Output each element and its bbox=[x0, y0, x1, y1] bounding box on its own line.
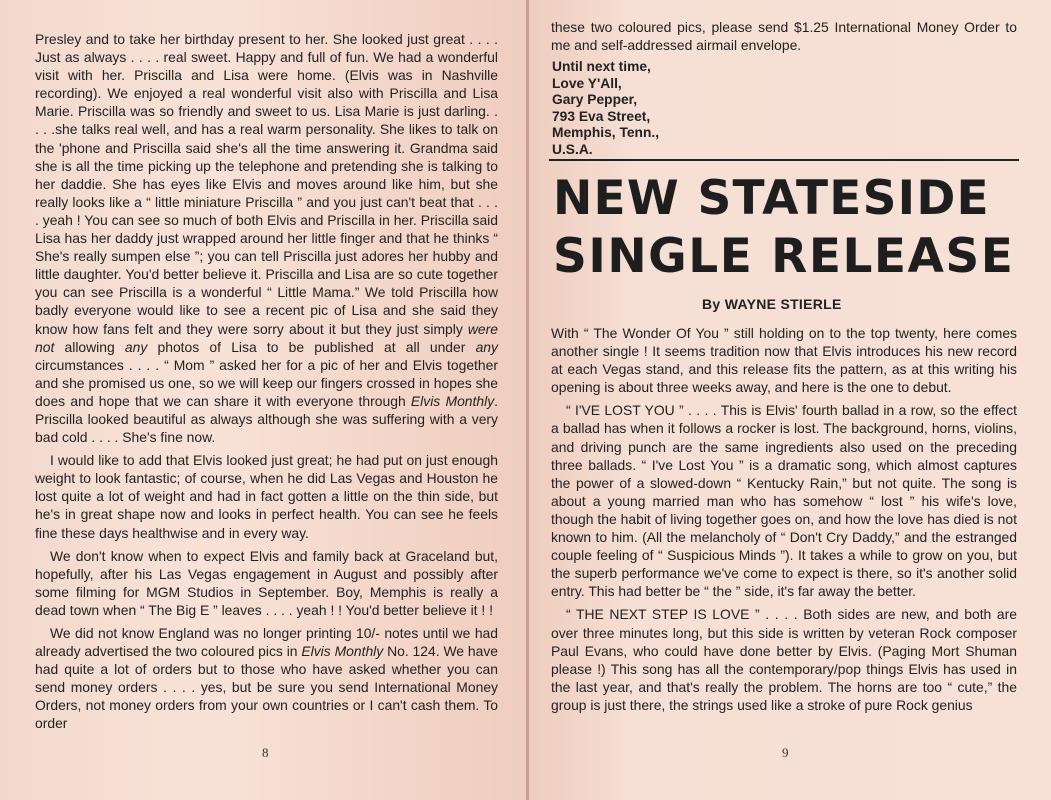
text-run: We did not know England was no longer printing 10/- notes until we had already advertised the two coloured pics in bbox=[35, 625, 498, 660]
italic-run: were not bbox=[35, 320, 498, 355]
text-run: “ I'VE LOST YOU ” . . . . This is Elvis' fourth ballad in a row, so the effect a ballad has when it follows a rocker is lost. The background, horns, violins, and driving punch are the same ingredients also used on the preceding three ballads. “ I've Lost You ” is a dramatic song, which almost captures the power of a slowed-down “ Kentucky Rain,” but not quite. The song is about a young married man who has somehow “ lost ” his wife's love, though the habit of living together goes on, and how the love has died is not known to him. (All the melancholy of “ Don't Cry Daddy,” and the estranged couple feeling of “ Suspicious Minds ”). It takes a while to grow on you, but the superb performance we've come to expect is there, so it's another solid entry. This had better be “ the ” side, it's far away the better. bbox=[551, 402, 1017, 600]
continued-text: these two coloured pics, please send $1.25 International Money Order to me and self-addressed airmail envelope. bbox=[551, 19, 1017, 54]
italic-run: any bbox=[475, 338, 498, 355]
byline-prefix: By bbox=[702, 296, 721, 312]
signoff-line: Love Y'All, bbox=[552, 75, 622, 91]
article-paragraph bbox=[551, 605, 1017, 714]
left-paragraph bbox=[35, 30, 498, 446]
page-number-left: 8 bbox=[262, 745, 269, 760]
signoff-line: Memphis, Tenn., bbox=[552, 125, 660, 141]
page-number-right: 9 bbox=[782, 745, 789, 760]
italic-run: any bbox=[124, 338, 148, 355]
text-run: circumstances . . . . “ Mom ” asked her for a pic of her and Elvis together and she promised us one, so we will keep our fingers crossed in hopes she does and hope that we can share it with everyone through bbox=[35, 356, 498, 409]
left-paragraph bbox=[35, 451, 498, 541]
right-article-column bbox=[551, 324, 1017, 719]
text-run: “ THE NEXT STEP IS LOVE ” . . . . Both sides are new, and both are over three minutes long, but this side is written by veteran Rock composer Paul Evans, who could have done better by Elvis. (Paging Mort Shuman please !) This song has all the contemporary/pop things Elvis has used in the last year, and that's really the problem. The horns are too “ cute,” the group is just there, the strings used like a stroke of pure Rock genius bbox=[551, 606, 1017, 713]
signoff-line: 793 Eva Street, bbox=[552, 108, 651, 124]
text-run: allowing bbox=[54, 338, 125, 355]
text-run: No. 124. We have had quite a lot of orders but to those who have asked whether you can send money orders . . . . yes, but be sure you send International Money Orders, not money orders from your own countries or I can't cash them. To order bbox=[35, 643, 499, 732]
text-run: With “ The Wonder Of You ” still holding on to the top twenty, here comes another single ! It seems tradition now that Elvis introduces his new record at each Vegas stand, and this release fits the pattern, as at this writing his opening is about three weeks away, and here is the one to debut. bbox=[551, 325, 1017, 396]
headline-line-2: SINGLE RELEASE bbox=[553, 229, 1015, 284]
text-run: Presley and to take her birthday present to her. She looked just great . . . . Just as always . . . . real sweet. Happy and full of fun. We had a wonderful visit with her. Priscilla and Lisa were home. (Elvis was in Nashville recording). We enjoyed a real wonderful visit also with Priscilla and Lisa Marie. Priscilla was so friendly and sweet to us. Lisa Marie is just darling. . . . .she talks real well, and has a real warm personality. She likes to talk on the 'phone and Priscilla said she's all the time answering it. Grandma said she is all the time picking up the telephone and pretending she is talking to her daddie. She has eyes like Elvis and moves around like him, but she really looks like a “ little miniature Priscilla ” and you just can't beat that . . . . yeah ! You can see so much of both Elvis and Priscilla in her. Priscilla said Lisa has her daddy just wrapped around her little finger and that he thinks “ She's really sumpen else ”; you can tell Priscilla just adores her hubby and little daughter. You'd better believe it. Priscilla and Lisa are so cute together you can see Priscilla is a wonderful “ Little Mama.” We told Priscilla how badly everyone would like to see a recent pic of Lisa and she said they know how fans felt and they were sorry about it but they just simply bbox=[35, 31, 498, 337]
byline bbox=[702, 296, 842, 312]
section-divider bbox=[549, 159, 1019, 161]
italic-run: Elvis Monthly bbox=[410, 392, 495, 409]
signoff-line: U.S.A. bbox=[552, 141, 593, 157]
signoff-line: Gary Pepper, bbox=[552, 92, 638, 108]
text-run: We don't know when to expect Elvis and family back at Graceland but, hopefully, after his Las Vegas engagement in August and possibly after some filming for MGM Studios in September. Boy, Memphis is really a dead town when “ The Big E ” leaves . . . . yeah ! ! You'd better believe it ! ! bbox=[35, 547, 498, 618]
headline-line-1: NEW STATESIDE bbox=[553, 171, 990, 226]
signoff-line: Until next time, bbox=[552, 59, 651, 75]
article-paragraph bbox=[551, 401, 1017, 600]
left-paragraph bbox=[35, 547, 498, 619]
text-run: photos of Lisa to be published at all under bbox=[147, 338, 476, 355]
left-article-column bbox=[35, 30, 498, 738]
right-top-column bbox=[551, 18, 1017, 158]
signoff-block bbox=[552, 59, 1017, 158]
right-page bbox=[529, 0, 1051, 800]
text-run: . Priscilla looked beautiful as always although she was suffering with a very bad cold . . . . She's fine now. bbox=[35, 392, 498, 446]
article-paragraph bbox=[551, 324, 1017, 396]
text-run: I would like to add that Elvis looked just great; he had put on just enough weight to look fantastic; of course, when he did Las Vegas and Houston he lost quite a lot of weight and had in fact gotten a little on the thin side, but he's in great shape now and looks in perfect health. You can see he feels fine these days healthwise and in every way. bbox=[35, 452, 498, 541]
article-headline bbox=[553, 170, 1019, 286]
left-paragraph bbox=[35, 624, 498, 733]
italic-run: Elvis Monthly bbox=[301, 643, 384, 660]
byline-author: WAYNE STIERLE bbox=[724, 296, 842, 312]
